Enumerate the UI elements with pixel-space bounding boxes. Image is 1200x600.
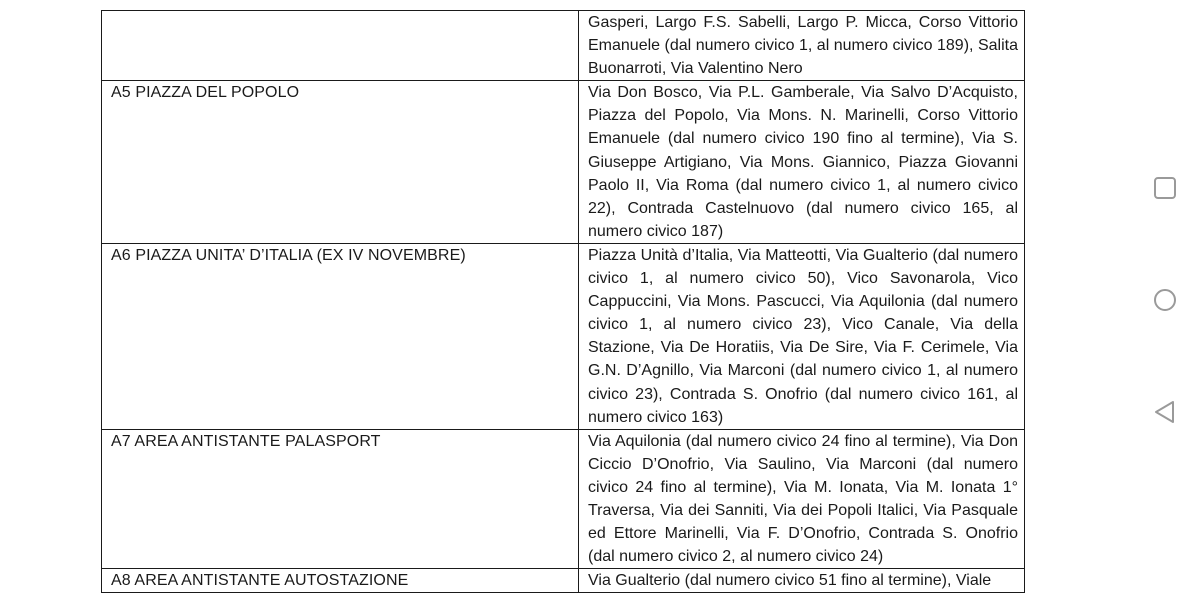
square-icon — [1152, 175, 1178, 201]
streets-cell: Piazza Unità d’Italia, Via Matteotti, Via Gualterio (dal numero civico 1, al numero civico 50), Vico Savonarola, Vico Cappuccini, Via Mons. Pascucci, Via Aquilonia (dal numero civico 1, al numero civico 23), Vico Canale, Via della Stazione, Via De Horatiis, Via De Sire, Via F. Cerimele, Via G.N. D’Agnillo, Via Marconi (dal numero civico 1, al numero civico 23), Contrada S. Onofrio (dal numero civico 161, al numero civico 163) — [579, 243, 1025, 429]
triangle-left-icon — [1152, 399, 1178, 425]
zone-cell — [102, 11, 579, 81]
table-row — [102, 11, 1025, 81]
back-button[interactable] — [1130, 382, 1200, 442]
zone-table — [101, 10, 1025, 593]
table-row — [102, 569, 1025, 593]
zone-cell: A7 AREA ANTISTANTE PALASPORT — [102, 429, 579, 569]
table-row — [102, 243, 1025, 429]
table-row — [102, 429, 1025, 569]
navigation-bar — [1130, 0, 1200, 600]
recents-button[interactable] — [1130, 158, 1200, 218]
table-row — [102, 81, 1025, 244]
streets-cell: Via Gualterio (dal numero civico 51 fino al termine), Viale — [579, 569, 1025, 593]
zone-cell: A8 AREA ANTISTANTE AUTOSTAZIONE — [102, 569, 579, 593]
home-button[interactable] — [1130, 270, 1200, 330]
zone-cell: A5 PIAZZA DEL POPOLO — [102, 81, 579, 244]
streets-cell: Gasperi, Largo F.S. Sabelli, Largo P. Micca, Corso Vittorio Emanuele (dal numero civico 1, al numero civico 189), Salita Buonarroti, Via Valentino Nero — [579, 11, 1025, 81]
streets-cell: Via Aquilonia (dal numero civico 24 fino al termine), Via Don Ciccio D’Onofrio, Via Saulino, Via Marconi (dal numero civico 24 fino al termine), Via M. Ionata, Via M. Ionata 1° Traversa, Via dei Sanniti, Via dei Popoli Italici, Via Pasquale ed Ettore Marinelli, Via F. D’Onofrio, Contrada S. Onofrio (dal numero civico 2, al numero civico 24) — [579, 429, 1025, 569]
zone-table-container — [101, 10, 1025, 593]
circle-icon — [1152, 287, 1178, 313]
streets-cell: Via Don Bosco, Via P.L. Gamberale, Via Salvo D’Acquisto, Piazza del Popolo, Via Mons. N. Marinelli, Corso Vittorio Emanuele (dal numero civico 190 fino al termine), Via S. Giuseppe Artigiano, Via Mons. Giannico, Piazza Giovanni Paolo II, Via Roma (dal numero civico 1, al numero civico 22), Contrada Castelnuovo (dal numero civico 165, al numero civico 187) — [579, 81, 1025, 244]
zone-cell: A6 PIAZZA UNITA’ D’ITALIA (EX IV NOVEMBRE) — [102, 243, 579, 429]
